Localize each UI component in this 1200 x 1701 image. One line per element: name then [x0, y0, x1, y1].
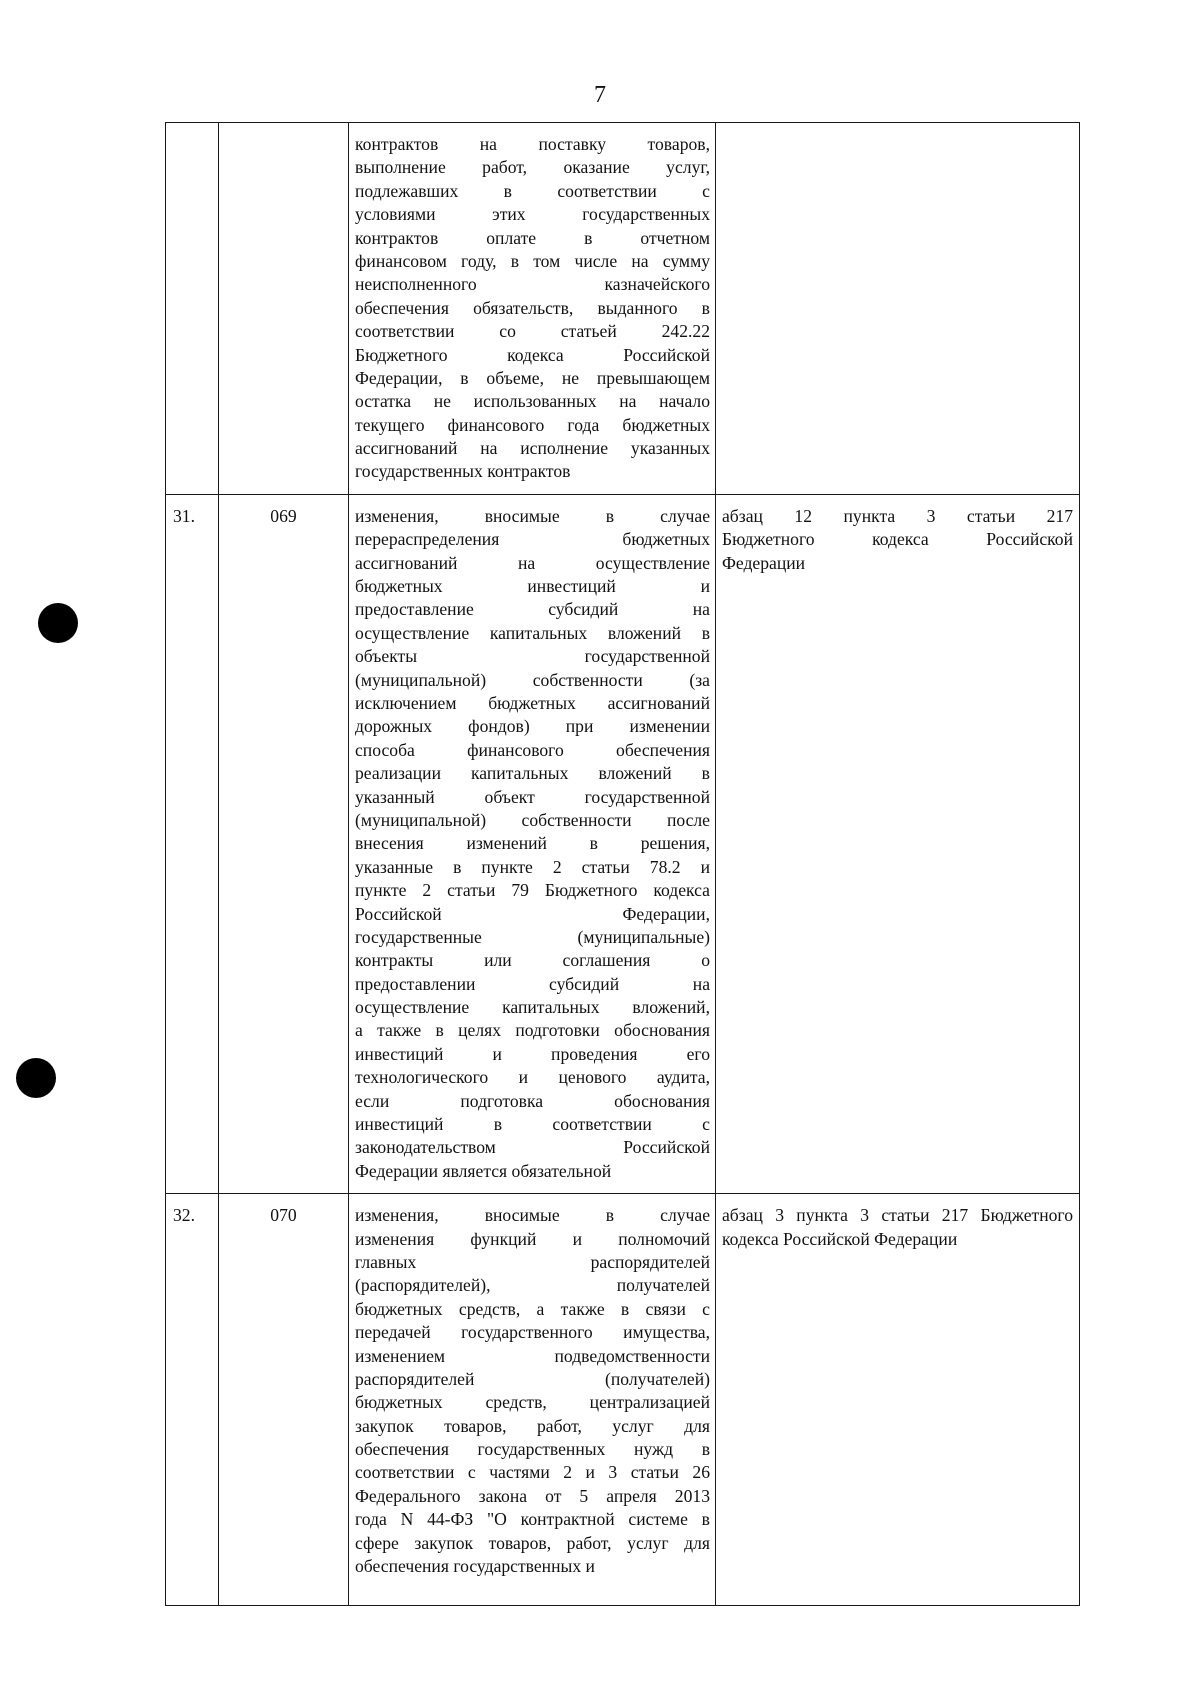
row-code-cell	[219, 1194, 349, 1606]
description-line: обеспечения государственных нужд в	[355, 1439, 710, 1460]
description-line: пункте 2 статьи 79 Бюджетного кодекса	[355, 880, 710, 901]
description-line: условиями этих государственных	[355, 204, 710, 225]
page-number: 7	[594, 82, 606, 108]
description-line: обеспечения государственных и	[355, 1556, 595, 1577]
description-line: осуществление капитальных вложений,	[355, 997, 710, 1018]
row-number: 32.	[173, 1205, 195, 1226]
description-line: ассигнований на исполнение указанных	[355, 438, 710, 459]
description-line: соответствии со статьей 242.22	[355, 321, 710, 342]
description-line: (муниципальной) собственности (за	[355, 669, 710, 690]
description-line: изменения, вносимые в случае	[355, 505, 710, 526]
description-line: Федерации является обязательной	[355, 1160, 612, 1181]
description-line: реализации капитальных вложений в	[355, 763, 710, 784]
description-line: главных распорядителей	[355, 1251, 710, 1272]
description-line: объекты государственной	[355, 646, 710, 667]
row-number: 31.	[173, 505, 195, 526]
legal-reference-line: абзац 12 пункта 3 статьи 217	[722, 505, 1073, 526]
description-line: закупок товаров, работ, услуг для	[355, 1415, 710, 1436]
description-line: соответствии с частями 2 и 3 статьи 26	[355, 1462, 710, 1483]
legal-reference-line: абзац 3 пункта 3 статьи 217 Бюджетного	[722, 1205, 1073, 1226]
description-line: изменения, вносимые в случае	[355, 1205, 710, 1226]
description-line: внесения изменений в решения,	[355, 833, 710, 854]
description-line: указанные в пункте 2 статьи 78.2 и	[355, 856, 710, 877]
description-line: государственных контрактов	[355, 461, 571, 482]
description-line: (распорядителей), получателей	[355, 1275, 710, 1296]
description-line: государственные (муниципальные)	[355, 926, 710, 947]
row-code: 069	[270, 505, 297, 526]
description-line: обеспечения обязательств, выданного в	[355, 297, 710, 318]
description-line: изменения функций и полномочий	[355, 1228, 710, 1249]
description-line: контракты или соглашения о	[355, 950, 710, 971]
description-line: финансовом году, в том числе на сумму	[355, 250, 710, 271]
punch-hole-mark	[38, 603, 78, 643]
description-line: Российской Федерации,	[355, 903, 710, 924]
description-line: остатка не использованных на начало	[355, 391, 710, 412]
description-line: контрактов оплате в отчетном	[355, 227, 710, 248]
description-line: Бюджетного кодекса Российской	[355, 344, 710, 365]
description-line: перераспределения бюджетных	[355, 529, 710, 550]
description-line: инвестиций в соответствии с	[355, 1114, 710, 1135]
row-code-cell	[219, 123, 349, 495]
row-number-cell	[166, 1194, 219, 1606]
description-line: изменением подведомственности	[355, 1345, 710, 1366]
description-line: ассигнований на осуществление	[355, 552, 710, 573]
description-line: подлежавших в соответствии с	[355, 180, 710, 201]
description-line: бюджетных средств, а также в связи с	[355, 1298, 710, 1319]
description-line: а также в целях подготовки обоснования	[355, 1020, 710, 1041]
legal-reference-cell	[716, 1194, 1080, 1606]
punch-hole-mark	[16, 1058, 56, 1098]
description-line: бюджетных средств, централизацией	[355, 1392, 710, 1413]
description-line: текущего финансового года бюджетных	[355, 414, 710, 435]
legal-reference-cell	[716, 123, 1080, 495]
row-number-cell	[166, 123, 219, 495]
row-number-cell	[166, 494, 219, 1193]
description-line: осуществление капитальных вложений в	[355, 622, 710, 643]
description-line: если подготовка обоснования	[355, 1090, 710, 1111]
description-line: неисполненного казначейского	[355, 274, 710, 295]
description-line: Федерации, в объеме, не превышающем	[355, 367, 710, 388]
description-line: технологического и ценового аудита,	[355, 1067, 710, 1088]
description-line: дорожных фондов) при изменении	[355, 716, 710, 737]
description-line: предоставлении субсидий на	[355, 973, 710, 994]
legal-reference-line: Федерации	[722, 552, 806, 573]
table-row	[166, 494, 1080, 1193]
description-line: (муниципальной) собственности после	[355, 809, 710, 830]
description-line: исключением бюджетных ассигнований	[355, 692, 710, 713]
description-cell	[349, 1194, 716, 1606]
description-line: инвестиций и проведения его	[355, 1043, 710, 1064]
description-line: предоставление субсидий на	[355, 599, 710, 620]
description-line: законодательством Российской	[355, 1137, 710, 1158]
description-cell	[349, 123, 716, 495]
description-line: указанный объект государственной	[355, 786, 710, 807]
legal-reference-line: кодекса Российской Федерации	[722, 1228, 958, 1249]
description-cell	[349, 494, 716, 1193]
description-line: года N 44-ФЗ "О контрактной системе в	[355, 1509, 710, 1530]
description-line: выполнение работ, оказание услуг,	[355, 157, 710, 178]
table-row	[166, 123, 1080, 495]
description-line: Федерального закона от 5 апреля 2013	[355, 1485, 710, 1506]
legal-reference-cell	[716, 494, 1080, 1193]
description-line: сфере закупок товаров, работ, услуг для	[355, 1532, 710, 1553]
description-line: распорядителей (получателей)	[355, 1368, 710, 1389]
description-line: способа финансового обеспечения	[355, 739, 710, 760]
description-line: бюджетных инвестиций и	[355, 576, 710, 597]
row-code: 070	[270, 1205, 297, 1226]
table-row	[166, 1194, 1080, 1606]
document-table	[165, 122, 1080, 1606]
description-line: контрактов на поставку товаров,	[355, 134, 710, 154]
row-code-cell	[219, 494, 349, 1193]
legal-reference-line: Бюджетного кодекса Российской	[722, 529, 1073, 550]
description-line: передачей государственного имущества,	[355, 1322, 710, 1343]
